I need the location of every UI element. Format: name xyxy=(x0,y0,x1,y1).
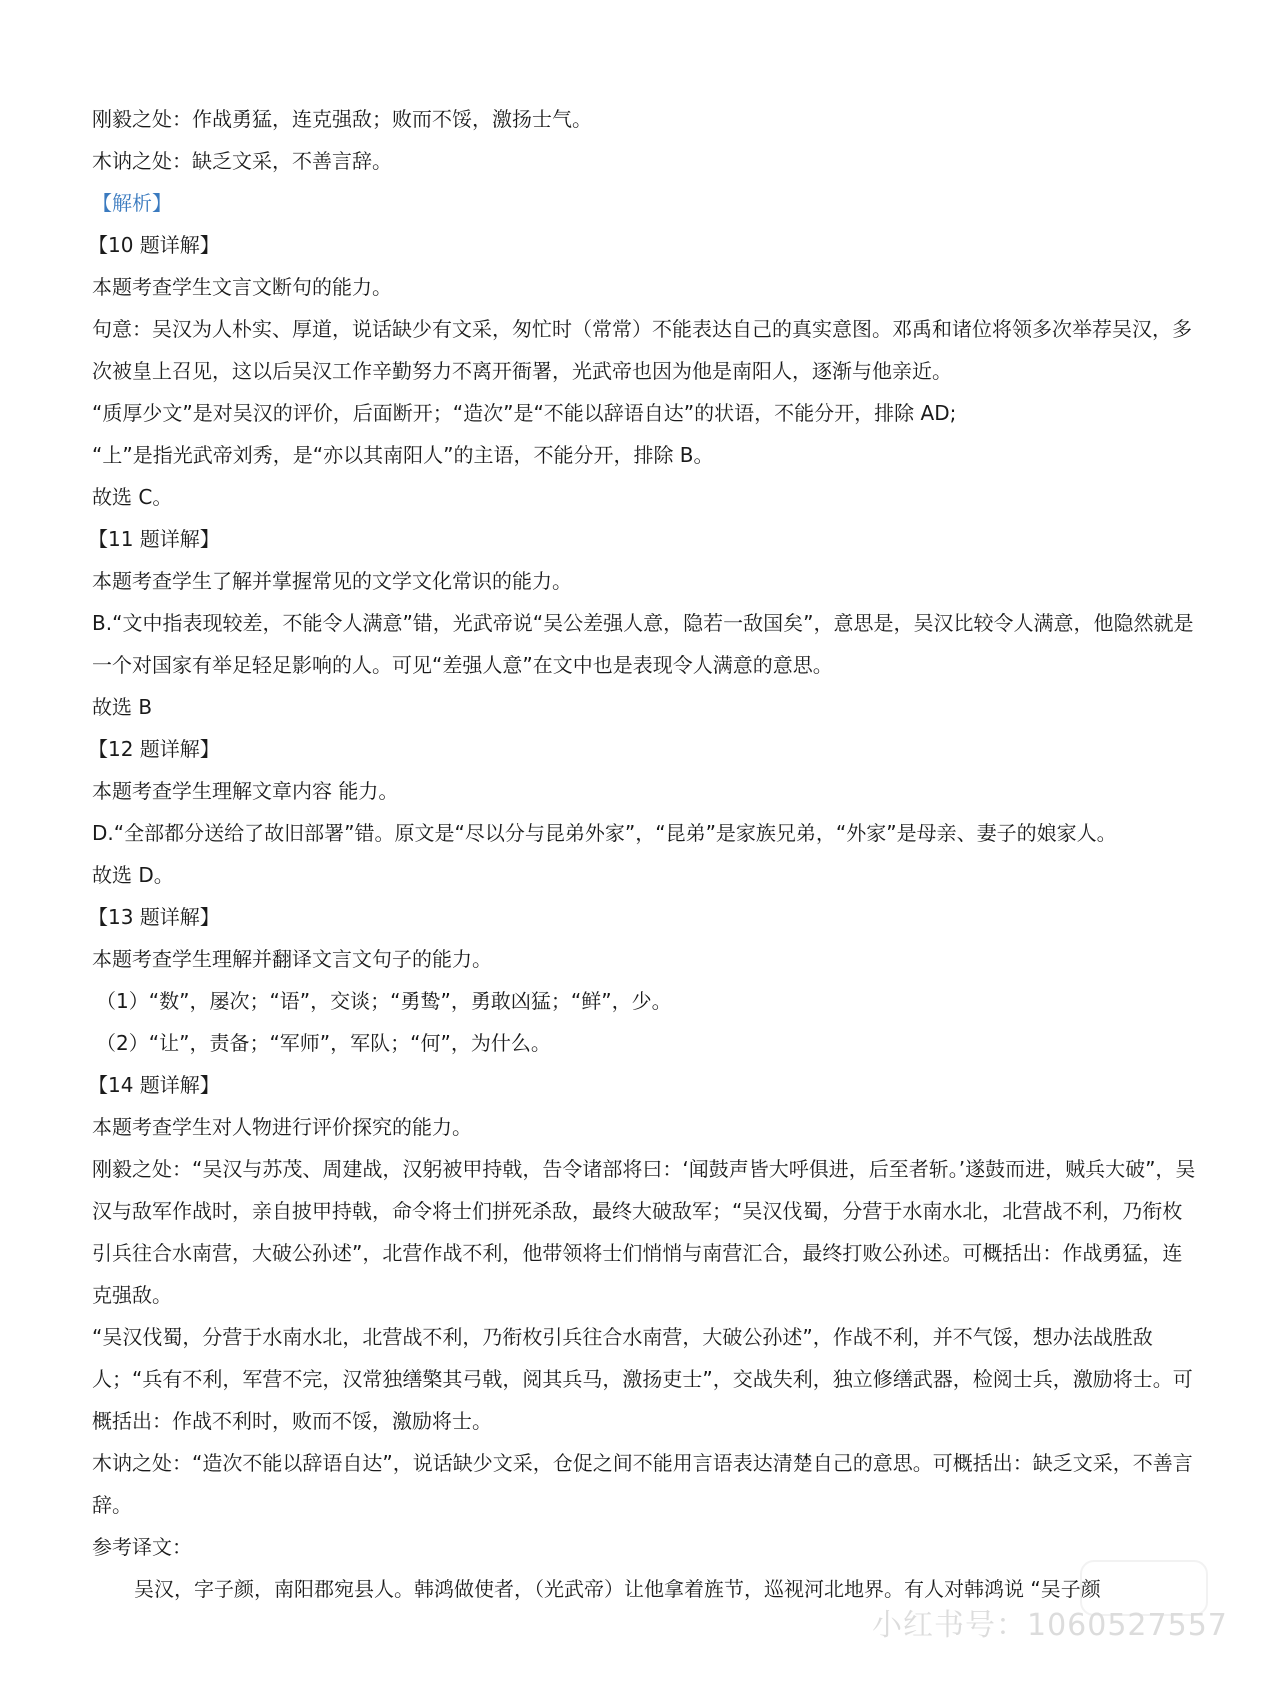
q10-heading: 【10 题详解】 xyxy=(88,233,220,257)
q11-explanation: B.“文中指表现较差，不能令人满意”错，光武帝说“吴公差强人意，隐若一敌国矣”，意思是，吴汉比较令人满意，他隐然就是一个对国家有举足轻足影响的人。可见“差强人意”在文中也是表现令人满意的意思。 xyxy=(92,611,1194,677)
q10-answer: 故选 C。 xyxy=(92,485,173,509)
q13-intro: 本题考查学生理解并翻译文言文句子的能力。 xyxy=(92,947,492,971)
q14-weakness: 木讷之处：“造次不能以辞语自达”，说话缺少文采，仓促之间不能用言语表达清楚自己的意思。可概括出：缺乏文采，不善言辞。 xyxy=(92,1451,1193,1517)
analysis-label: 【解析】 xyxy=(92,191,172,215)
q11-intro: 本题考查学生了解并掌握常见的文学文化常识的能力。 xyxy=(92,569,572,593)
q12-explanation: D.“全部都分送给了故旧部署”错。原文是“尽以分与昆弟外家”，“昆弟”是家族兄弟，“外家”是母亲、妻子的娘家人。 xyxy=(92,821,1117,845)
q13-item-2: （2）“让”，责备；“军师”，军队；“何”，为什么。 xyxy=(96,1031,551,1055)
q11-heading: 【11 题详解】 xyxy=(88,527,220,551)
q13-heading: 【13 题详解】 xyxy=(88,905,220,929)
q12-answer: 故选 D。 xyxy=(92,863,174,887)
q14-strength-2: “吴汉伐蜀，分营于水南水北，北营战不利，乃衔枚引兵往合水南营，大破公孙述”，作战不利，并不气馁，想办法战胜敌人；“兵有不利，军营不完，汉常独缮檠其弓戟，阅其兵马，激扬吏士”，交战失利，独立修缮武器，检阅士兵，激励将士。可概括出：作战不利时，败而不馁，激励将士。 xyxy=(92,1325,1193,1433)
translation-text: 吴汉，字子颜，南阳郡宛县人。韩鸿做使者，（光武帝）让他拿着旌节，巡视河北地界。有人对韩鸿说 “吴子颜 xyxy=(134,1577,1101,1601)
q14-heading: 【14 题详解】 xyxy=(88,1073,220,1097)
answer-line-strength: 刚毅之处：作战勇猛，连克强敌；败而不馁，激扬士气。 xyxy=(92,107,592,131)
q10-reason-2: “上”是指光武帝刘秀，是“亦以其南阳人”的主语，不能分开，排除 B。 xyxy=(92,443,714,467)
q12-intro: 本题考查学生理解文章内容 能力。 xyxy=(92,779,399,803)
q12-heading: 【12 题详解】 xyxy=(88,737,220,761)
q10-reason-1: “质厚少文”是对吴汉的评价，后面断开；“造次”是“不能以辞语自达”的状语，不能分开，排除 AD; xyxy=(92,401,957,425)
document-body xyxy=(88,98,1202,1610)
watermark-text: 小红书号：1060527557 xyxy=(872,1608,1228,1643)
translation-label: 参考译文： xyxy=(92,1535,192,1559)
q13-item-1: （1）“数”，屡次；“语”，交谈；“勇鸷”，勇敢凶猛；“鲜”，少。 xyxy=(96,989,672,1013)
q10-intro: 本题考查学生文言文断句的能力。 xyxy=(92,275,392,299)
q14-strength-1: 刚毅之处：“吴汉与苏茂、周建战，汉躬被甲持戟，告令诸部将曰：‘闻鼓声皆大呼俱进，后至者斩。’遂鼓而进，贼兵大破”，吴汉与敌军作战时，亲自披甲持戟，命令将士们拼死杀敌，最终大破敌军；“吴汉伐蜀，分营于水南水北，北营战不利，乃衔枚引兵往合水南营，大破公孙述”，北营作战不利，他带领将士们悄悄与南营汇合，最终打败公孙述。可概括出：作战勇猛，连克强敌。 xyxy=(92,1157,1196,1307)
q10-meaning: 句意：吴汉为人朴实、厚道，说话缺少有文采，匆忙时（常常）不能表达自己的真实意图。邓禹和诸位将领多次举荐吴汉，多次被皇上召见，这以后吴汉工作辛勤努力不离开衙署，光武帝也因为他是南阳人，逐渐与他亲近。 xyxy=(92,317,1192,383)
q11-answer: 故选 B xyxy=(92,695,153,719)
q14-intro: 本题考查学生对人物进行评价探究的能力。 xyxy=(92,1115,472,1139)
answer-line-weakness: 木讷之处：缺乏文采，不善言辞。 xyxy=(92,149,392,173)
